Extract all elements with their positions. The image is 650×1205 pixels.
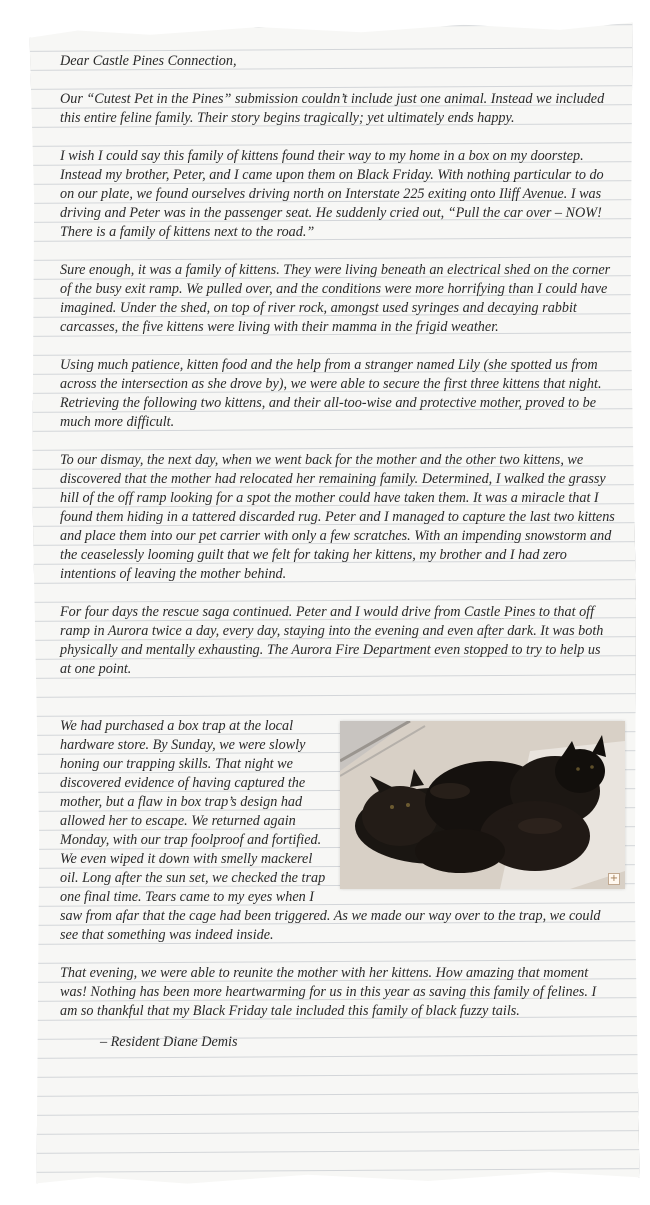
letter-paragraph: For four days the rescue saga continued. Peter and I would drive from Castle Pines to that off ramp in Aurora twice a day, every day, staying into the evening and even after dark. It was both physically and mentally exhausting. The Aurora Fire Department even stopped to try to help us at one point.: [60, 604, 604, 677]
blank-line: [60, 698, 615, 717]
letter-signature: – Resident Diane Demis: [100, 1034, 238, 1050]
letter-paragraph: [60, 717, 619, 945]
letter-paragraph: I wish I could say this family of kittens found their way to my home in a box on my doorstep. Instead my brother, Peter, and I came upon them on Black Friday. With nothing particular to do on our plate, we found ourselves driving north on Interstate 225 exiting onto Iliff Avenue. I was driving and Peter was in the passenger seat. He suddenly cried out, “Pull the car over – NOW! There is a family of kittens next to the road.”: [60, 148, 604, 240]
letter-paragraph: Our “Cutest Pet in the Pines” submission couldn’t include just one animal. Instead we included this entire feline family. Their story begins tragically; yet ultimately ends happy.: [60, 91, 605, 126]
letter-paragraph: Using much patience, kitten food and the help from a stranger named Lily (she spotted us from across the intersection as she drove by), we were able to secure the first three kittens that night. Retrieving the following two kittens, and their all-too-wise and protective mother, proved to be much more difficult.: [60, 357, 602, 430]
letter-paragraph: That evening, we were able to reunite the mother with her kittens. How amazing that moment was! Nothing has been more heartwarming for us in this year as saving this family of felines. I am so thankful that my Black Friday tale included this family of black fuzzy tails.: [60, 965, 597, 1019]
expand-icon[interactable]: +: [609, 873, 619, 884]
letter-greeting: Dear Castle Pines Connection,: [60, 53, 237, 69]
letter-body: [60, 52, 619, 1071]
letter-paragraph: To our dismay, the next day, when we went back for the mother and the other two kittens, we discovered that the mother had relocated her remaining family. Determined, I walked the grassy hill of the off ramp looking for a spot the mother could have taken them. It was a miracle that I found them hiding in a tattered discarded rug. Peter and I managed to capture the last two kittens and place them into our pet carrier with only a few scratches. With an impending snowstorm and the ceaselessly looming guilt that we felt for taking her kittens, my brother and I had zero intentions of leaving the mother behind.: [60, 452, 615, 582]
letter-paragraph-text: We had purchased a box trap at the local hardware store. By Sunday, we were slowly honing our trapping skills. That night we discovered evidence of having captured the mother, but a flaw in box trap’s design had allowed her to escape. We returned again Monday, with our trap foolproof and fortified. We even wiped it down with smelly mackerel oil. Long after the sun set, we checked the trap one final time. Tears came to my eyes when I saw from afar that the cage had been triggered. As we made our way over to the trap, we could see that something was indeed inside.: [60, 718, 601, 943]
letter-paragraph: Sure enough, it was a family of kittens. They were living beneath an electrical shed on the corner of the busy exit ramp. We pulled over, and the conditions were more horrifying than I could have imagined. Under the shed, on top of river rock, amongst used syringes and decaying rabbit carcasses, the five kittens were living with their mamma in the frigid weather.: [60, 262, 611, 335]
kittens-photo: [340, 721, 625, 889]
